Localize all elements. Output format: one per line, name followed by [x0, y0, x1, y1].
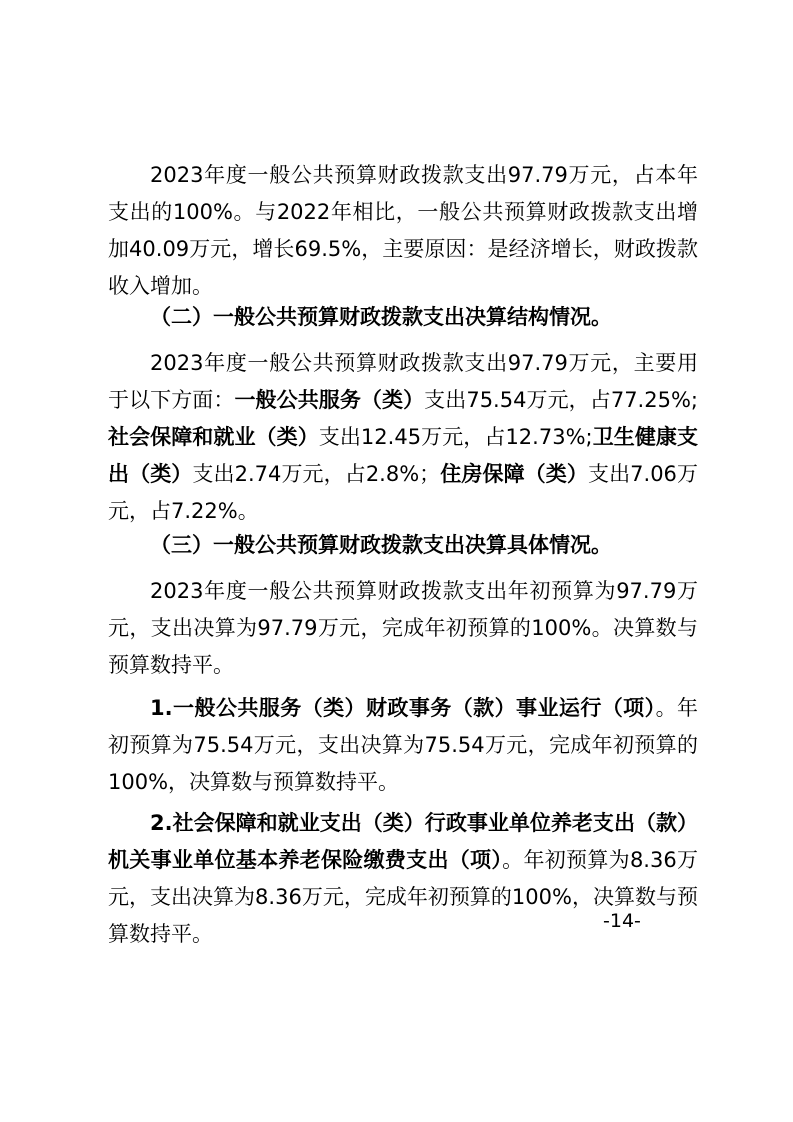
page-number: -14- [603, 910, 641, 932]
category-social-security-amount: 支出12.45万元，占12.73%; [318, 425, 593, 449]
item-1-text: 。年初预算为75.54万元，支出决算为75.54万元，完成年初预算的100%，决算数与预算数持平。 [108, 696, 698, 794]
category-housing: 住房保障（类） [440, 462, 588, 486]
category-general-public-services: 一般公共服务（类） [234, 388, 425, 412]
item-2-text: 。年初预算为8.36万元，支出决算为8.36万元，完成年初预算的100%，决算数与预算数持平。 [108, 848, 698, 946]
paragraph-expenditure-total: 2023年度一般公共预算财政拨款支出97.79万元，占本年支出的100%。与2022年相比，一般公共预算财政拨款支出增加40.09万元，增长69.5%，主要原因：是经济增长，财政拨款收入增加。 [108, 163, 698, 298]
paragraph-item-1 [108, 690, 698, 801]
paragraph-expenditure-structure [108, 345, 698, 530]
category-health-amount: 支出2.74万元，占2.8%； [192, 462, 441, 486]
category-general-public-services-amount: 支出75.54万元，占77.25%; [424, 388, 698, 412]
section-heading-structure: （二）一般公共预算财政拨款支出决算结构情况。 [150, 305, 612, 329]
category-housing-amount: 支出7.06万元，占7.22%。 [108, 462, 699, 523]
structure-intro: 2023年度一般公共预算财政拨款支出97.79万元，主要用于以下方面： [108, 351, 698, 412]
item-1-title: 1.一般公共服务（类）财政事务（款）事业运行（项） [150, 696, 656, 720]
paragraph-budget-details: 2023年度一般公共预算财政拨款支出年初预算为97.79万元，支出决算为97.79万元，完成年初预算的100%。决算数与预算数持平。 [108, 579, 698, 677]
item-2-title: 2.社会保障和就业支出（类）行政事业单位养老支出（款）机关事业单位基本养老保险缴费支出（项） [108, 811, 698, 872]
category-health: 卫生健康支出（类） [108, 425, 698, 486]
category-social-security: 社会保障和就业（类） [108, 425, 319, 449]
section-heading-details: （三）一般公共预算财政拨款支出决算具体情况。 [150, 533, 612, 557]
